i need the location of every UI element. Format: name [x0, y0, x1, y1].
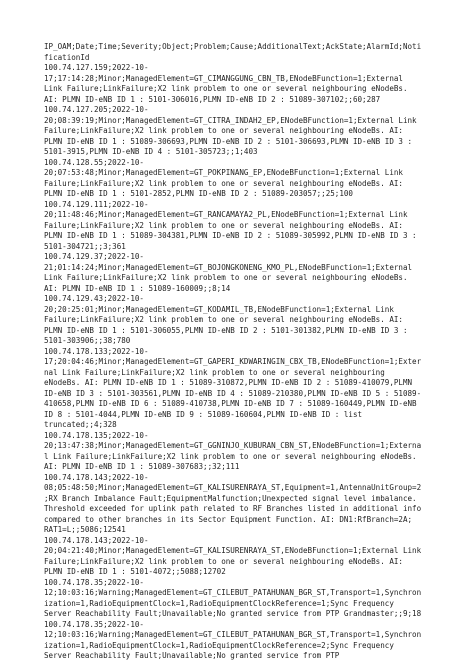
log-line: Threshold exceeded for uplink path related to RF Branches listed in additional info [44, 504, 422, 513]
log-line: 100.74.178.143;2022-10- [44, 535, 149, 545]
log-line: ization=1,RadioEquipmentClock=1,RadioEquipmentClockReference=2;Sync Frequency [44, 640, 394, 650]
log-line: 100.74.128.55;2022-10- [44, 157, 144, 167]
log-line: 410658,PLMN ID-eNB ID 6 : 51089-410738,PLMN ID-eNB ID 7 : 51089-160449,PLMN ID-eNB [44, 399, 417, 408]
log-line: 5101-304721;;3;361 [44, 241, 126, 251]
log-line: 12;10:03:16;Warning;ManagedElement=GT_CILEBUT_PATAHUNAN_BGR_ST,Transport=1,Synchron [44, 588, 422, 597]
log-line: PLMN ID-eNB ID 1 : 5101-306055,PLMN ID-eNB ID 2 : 5101-301382,PLMN ID-eNB ID 3 : [44, 325, 408, 335]
log-line: Server Reachability Fault;Unavailable;No granted service from PTP Grandmaster;;9;18 [44, 609, 422, 618]
log-line: 20;08:39:19;Minor;ManagedElement=GT_CITRA_INDAH2_EP,ENodeBFunction=1;External Link [44, 115, 417, 125]
log-line: eNodeBs. AI: PLMN ID-eNB ID 1 : 51089-310872,PLMN ID-eNB ID 2 : 51089-410079,PLMN [44, 378, 413, 387]
log-line: Failure;LinkFailure;X2 link problem to one or several neighbouring eNodeBs. AI: [44, 556, 403, 566]
log-line: 100.74.127.159;2022-10- [44, 63, 149, 72]
log-line: truncated;;4;328 [44, 420, 117, 429]
log-line: Link Failure;LinkFailure;X2 link problem to one or several neighbouring eNodeBs. [44, 84, 408, 93]
log-line: 17;20:04:46;Minor;ManagedElement=GT_GAPERI_KDWARINGIN_CBX_TB,ENodeBFunction=1;Exter [44, 357, 422, 366]
log-line: Failure;LinkFailure;X2 link problem to one or several neighbouring eNodeBs. AI: [44, 178, 403, 188]
log-line: 21;01:14:24;Minor;ManagedElement=GT_BOJONGKONENG_KMO_PL,ENodeBFunction=1;External [44, 262, 413, 272]
log-line: 100.74.178.133;2022-10- [44, 346, 149, 356]
log-line: 100.74.129.111;2022-10- [44, 199, 149, 209]
log-line: ficationId [44, 52, 90, 62]
log-line: 100.74.178.135;2022-10- [44, 430, 149, 440]
log-line: ;RX Branch Imbalance Fault;EquipmentMalfunction;Unexpected signal level imbalance. [44, 493, 417, 503]
log-line: 17;17:14:28;Minor;ManagedElement=GT_CIMANGGUNG_CBN_TB,ENodeBFunction=1;External [44, 73, 403, 83]
log-line: PLMN ID-eNB ID 1 : 5101-2852,PLMN ID-eNB ID 2 : 51089-203057;;25;100 [44, 189, 353, 198]
log-line: ID-eNB ID 3 : 5101-303561,PLMN ID-eNB ID 4 : 51089-210380,PLMN ID-eNB ID 5 : 51089- [44, 388, 422, 398]
log-line: ization=1,RadioEquipmentClock=1,RadioEquipmentClockReference=1;Sync Frequency [44, 598, 394, 608]
log-line: AI: PLMN ID-eNB ID 1 : 5101-306016,PLMN ID-eNB ID 2 : 51089-307102;;60;287 [44, 94, 381, 104]
log-line: RAT1=L;;5086;12541 [44, 525, 126, 534]
log-line: 100.74.178.143;2022-10- [44, 472, 149, 482]
log-line: 20;20:25:01;Minor;ManagedElement=GT_KODAMIL_TB,ENodeBFunction=1;External Link [44, 304, 394, 314]
log-line: Failure;LinkFailure;X2 link problem to one or several neighbouring eNodeBs. AI: [44, 126, 403, 135]
log-line: PLMN ID-eNB ID 1 : 51089-304381,PLMN ID-eNB ID 2 : 51089-305992,PLMN ID-eNB ID 3 : [44, 231, 417, 240]
log-line: ID 8 : 5101-4044,PLMN ID-eNB ID 9 : 51089-160604,PLMN ID-eNB ID : list [44, 409, 363, 419]
log-line: 5101-303906;;38;780 [44, 336, 131, 345]
log-line: Failure;LinkFailure;X2 link problem to one or several neighbouring eNodeBs. AI: [44, 315, 403, 324]
log-line: Server Reachability Fault;Unavailable;No granted service from PTP [44, 651, 340, 660]
log-line: 20;11:48:46;Minor;ManagedElement=GT_RANCAMAYA2_PL,ENodeBFunction=1;External Link [44, 210, 408, 219]
log-line: 100.74.129.43;2022-10- [44, 294, 144, 303]
log-line: nal Link Failure;LinkFailure;X2 link problem to one or several neighbouring [44, 367, 385, 377]
log-line: compared to other branches in its Sector Equipment Function. AI: DN1:RfBranch=2A; [44, 514, 413, 524]
log-line: PLMN ID-eNB ID 1 : 5101-4072;;5088;12702 [44, 567, 226, 576]
log-line: 08;05:48:50;Minor;ManagedElement=GT_KALISURENRAYA_ST,Equipment=1,AntennaUnitGroup=2 [44, 483, 422, 492]
log-line: l Link Failure;LinkFailure;X2 link problem to one or several neighbouring eNodeBs. [44, 451, 417, 461]
log-line: AI: PLMN ID-eNB ID 1 : 51089-160009;;8;14 [44, 283, 231, 293]
log-line: Failure;LinkFailure;X2 link problem to one or several neighbouring eNodeBs. AI: [44, 220, 403, 230]
alarm-log-text [44, 42, 436, 662]
log-line: IP_OAM;Date;Time;Severity;Object;Problem;Cause;AdditionalText;AckState;AlarmId;Noti [44, 42, 422, 51]
log-line: 100.74.127.205;2022-10- [44, 105, 149, 114]
log-line: 12;10:03:16;Warning;ManagedElement=GT_CILEBUT_PATAHUNAN_BGR_ST,Transport=1,Synchron [44, 630, 422, 639]
log-line: 20;13:47:38;Minor;ManagedElement=GT_GGNINJO_KUBURAN_CBN_ST,ENodeBFunction=1;Externa [44, 441, 422, 450]
log-line: 5101-3915,PLMN ID-eNB ID 4 : 5101-305723;;1;403 [44, 147, 258, 156]
log-line: 100.74.178.35;2022-10- [44, 619, 144, 629]
log-line: AI: PLMN ID-eNB ID 1 : 51089-307683;;32;111 [44, 462, 240, 471]
log-line: PLMN ID-eNB ID 1 : 51089-306693,PLMN ID-eNB ID 2 : 5101-306693,PLMN ID-eNB ID 3 : [44, 136, 413, 146]
log-line: 20;07:53:48;Minor;ManagedElement=GT_POKPINANG_EP,ENodeBFunction=1;External Link [44, 168, 403, 177]
log-line: 20;04:21:40;Minor;ManagedElement=GT_KALISURENRAYA_ST,ENodeBFunction=1;External Link [44, 546, 422, 555]
log-line: 100.74.129.37;2022-10- [44, 252, 144, 261]
log-line: Link Failure;LinkFailure;X2 link problem to one or several neighbouring eNodeBs. [44, 273, 408, 282]
log-line: 100.74.178.35;2022-10- [44, 577, 144, 587]
